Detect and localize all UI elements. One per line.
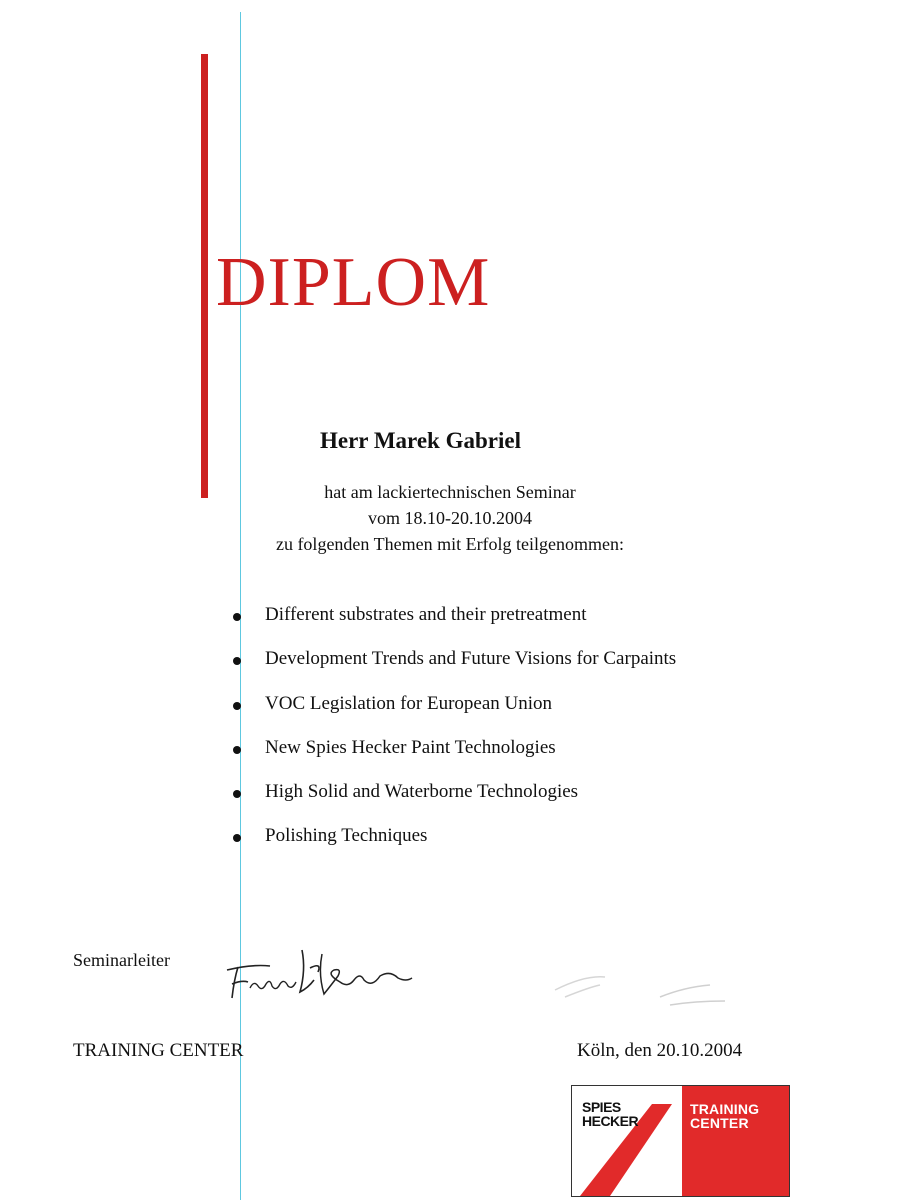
organization-name: TRAINING CENTER <box>73 1040 244 1061</box>
logo-brand-line2: HECKER <box>582 1113 639 1129</box>
certificate-title: DIPLOM <box>216 244 491 321</box>
scan-guide-line <box>240 12 241 1200</box>
bullet-icon <box>233 702 241 710</box>
spies-hecker-training-center-logo <box>571 1085 790 1197</box>
bullet-icon <box>233 613 241 621</box>
handwritten-signature <box>222 940 422 1010</box>
recipient-name: Herr Marek Gabriel <box>320 428 521 453</box>
topic-text: VOC Legislation for European Union <box>265 692 553 714</box>
topic-text: Polishing Techniques <box>265 825 428 847</box>
intro-line-topics: zu folgenden Themen mit Erfolg teilgenommen: <box>275 534 625 554</box>
decorative-red-bar <box>201 54 208 498</box>
place-and-date: Köln, den 20.10.2004 <box>577 1040 743 1061</box>
topic-text: New Spies Hecker Paint Technologies <box>265 736 556 758</box>
topic-text: Development Trends and Future Visions for Carpaints <box>265 648 677 670</box>
bullet-icon <box>233 746 241 754</box>
logo-brand-panel <box>572 1086 682 1196</box>
logo-training-line2: CENTER <box>690 1115 749 1131</box>
topic-text: Different substrates and their pretreatment <box>265 604 587 625</box>
logo-brand-line1: SPIES <box>582 1099 621 1115</box>
intro-line-dates: vom 18.10-20.10.2004 <box>368 508 532 528</box>
logo-training-panel <box>682 1086 789 1196</box>
topic-text: High Solid and Waterborne Technologies <box>265 781 579 803</box>
logo-training-line1: TRAINING <box>690 1101 760 1117</box>
intro-line-seminar: hat am lackiertechnischen Seminar <box>324 482 576 502</box>
faint-stamp-marks <box>545 955 745 1015</box>
signature-label: Seminarleiter <box>73 950 170 970</box>
